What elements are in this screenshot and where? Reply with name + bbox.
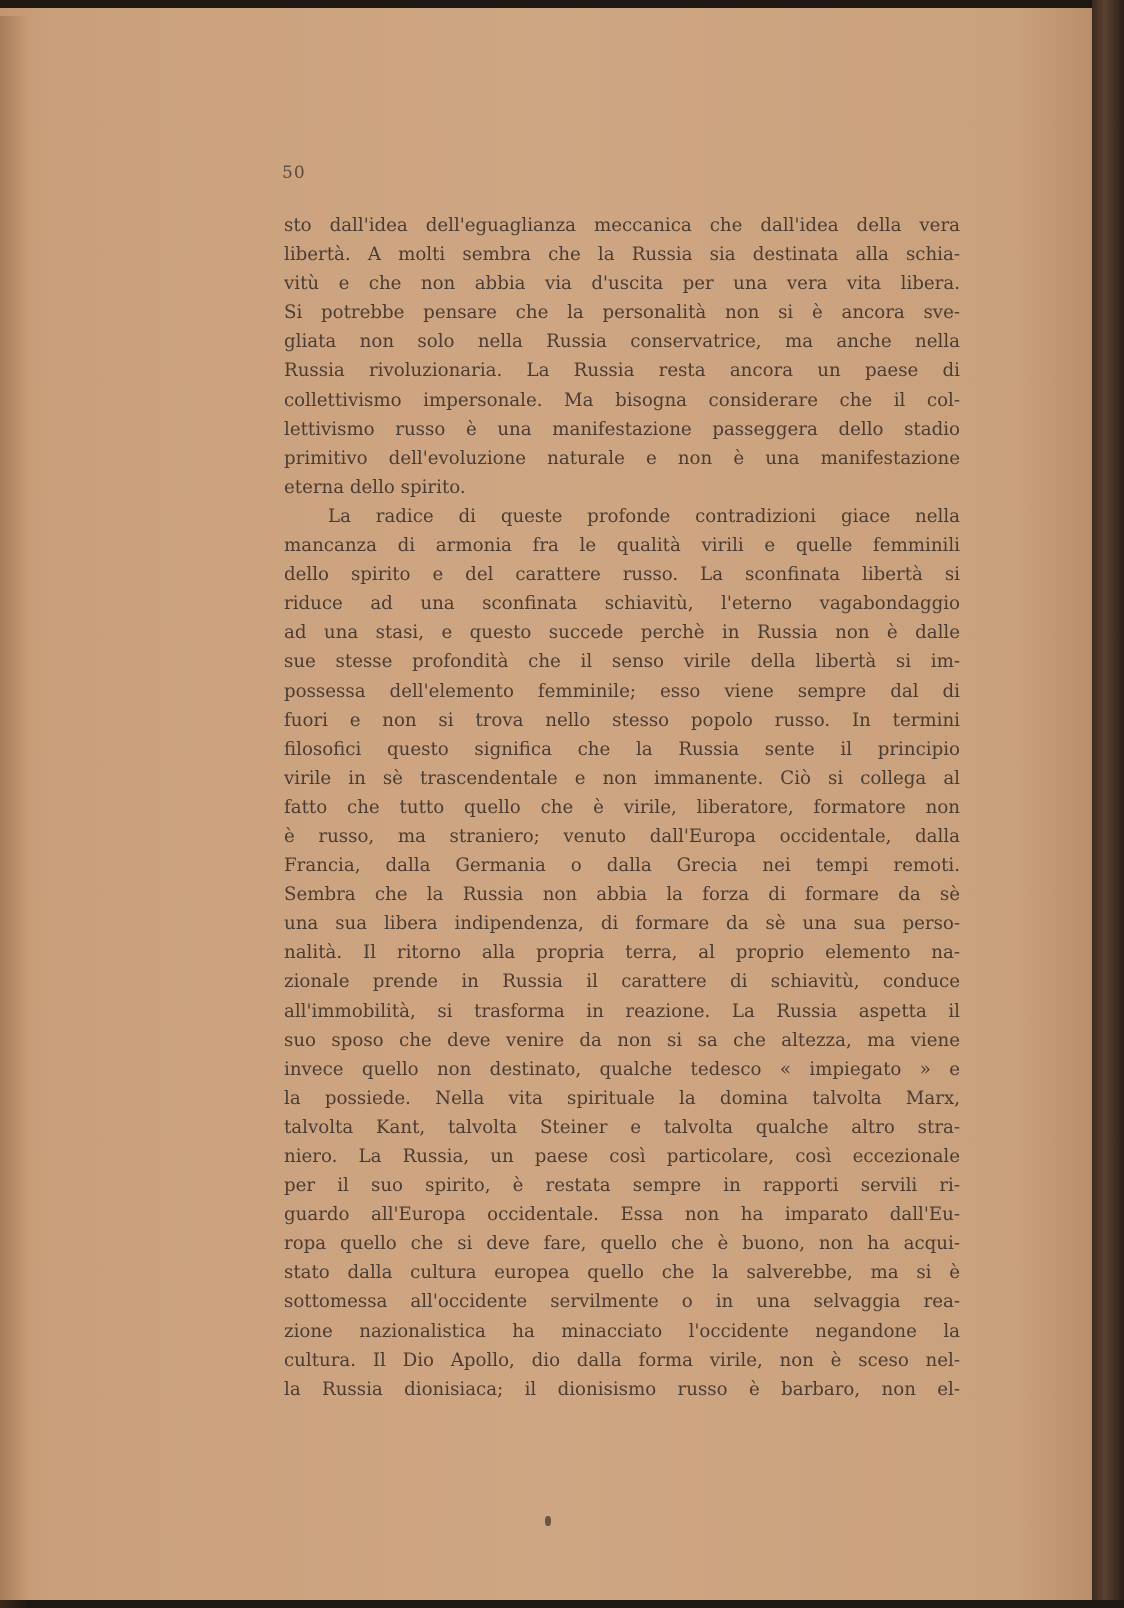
text-line: Francia, dalla Germania o dalla Grecia nei tempi remoti. [284,855,960,877]
text-line: sue stesse profondità che il senso virile della libertà si im- [284,651,960,673]
text-line: La radice di queste profonde contradizioni giace nella [328,505,960,527]
text-line: collettivismo impersonale. Ma bisogna considerare che il col- [284,389,960,411]
text-line: ropa quello che si deve fare, quello che è buono, non ha acqui- [284,1233,960,1255]
text-line: una sua libera indipendenza, di formare da sè una sua perso- [284,913,960,935]
text-line: zione nazionalistica ha minacciato l'occidente negandone la [284,1320,960,1342]
body-text [284,211,960,1404]
text-line: dello spirito e del carattere russo. La sconfinata libertà si [284,564,960,586]
text-line: nalità. Il ritorno alla propria terra, al proprio elemento na- [284,942,960,964]
text-line: Russia rivoluzionaria. La Russia resta ancora un paese di [284,360,960,382]
text-line: vitù e che non abbia via d'uscita per una vera vita libera. [284,273,960,295]
text-line: guardo all'Europa occidentale. Essa non ha imparato dall'Eu- [284,1204,960,1226]
text-line: lettivismo russo è una manifestazione passeggera dello stadio [284,418,960,440]
text-line: libertà. A molti sembra che la Russia sia destinata alla schia- [284,244,960,266]
text-line: primitivo dell'evoluzione naturale e non è una manifestazione [284,447,960,469]
text-line: gliata non solo nella Russia conservatrice, ma anche nella [284,331,960,353]
text-line: filosofici questo significa che la Russia sente il principio [284,738,960,760]
text-line: Si potrebbe pensare che la personalità non si è ancora sve- [284,302,960,324]
text-line: niero. La Russia, un paese così particolare, così eccezionale [284,1146,960,1167]
text-line: è russo, ma straniero; venuto dall'Europa occidentale, dalla [284,825,960,847]
text-line: possessa dell'elemento femminile; esso viene sempre dal di [284,680,960,702]
text-line: la possiede. Nella vita spirituale la domina talvolta Marx, [284,1087,960,1109]
text-line: invece quello non destinato, qualche tedesco « impiegato » e [284,1058,960,1080]
page-gutter-shadow [0,16,28,1608]
book-page [0,8,1092,1600]
text-line: mancanza di armonia fra le qualità virili e quelle femminili [284,535,960,557]
text-line: per il suo spirito, è restata sempre in rapporti servili ri- [284,1175,960,1197]
text-line: cultura. Il Dio Apollo, dio dalla forma virile, non è sceso nel- [284,1349,960,1371]
text-line: riduce ad una sconfinata schiavitù, l'eterno vagabondaggio [284,593,960,615]
book-edge [1092,0,1124,1600]
text-line: virile in sè trascendentale e non immanente. Ciò si collega al [284,767,960,789]
text-line: sto dall'idea dell'eguaglianza meccanica che dall'idea della vera [284,215,960,236]
text-line: zionale prende in Russia il carattere di schiavitù, conduce [284,971,960,993]
text-line: fatto che tutto quello che è virile, liberatore, formatore non [284,796,960,818]
text-line: Sembra che la Russia non abbia la forza di formare da sè [284,884,960,906]
text-line: sottomessa all'occidente servilmente o in una selvaggia rea- [284,1291,960,1313]
text-line: talvolta Kant, talvolta Steiner e talvolta qualche altro stra- [284,1116,960,1138]
page-number: 50 [282,163,306,183]
text-line: fuori e non si trova nello stesso popolo russo. In termini [284,709,960,731]
text-line: suo sposo che deve venire da non si sa che altezza, ma viene [284,1029,960,1051]
text-line: eterna dello spirito. [284,476,466,498]
text-line: la Russia dionisiaca; il dionisismo russo è barbaro, non el- [284,1378,960,1400]
ink-speck [545,1516,551,1526]
text-line: ad una stasi, e questo succede perchè in Russia non è dalle [284,622,960,644]
text-line: stato dalla cultura europea quello che la salverebbe, ma si è [284,1262,960,1284]
text-line: all'immobilità, si trasforma in reazione. La Russia aspetta il [284,1000,960,1022]
